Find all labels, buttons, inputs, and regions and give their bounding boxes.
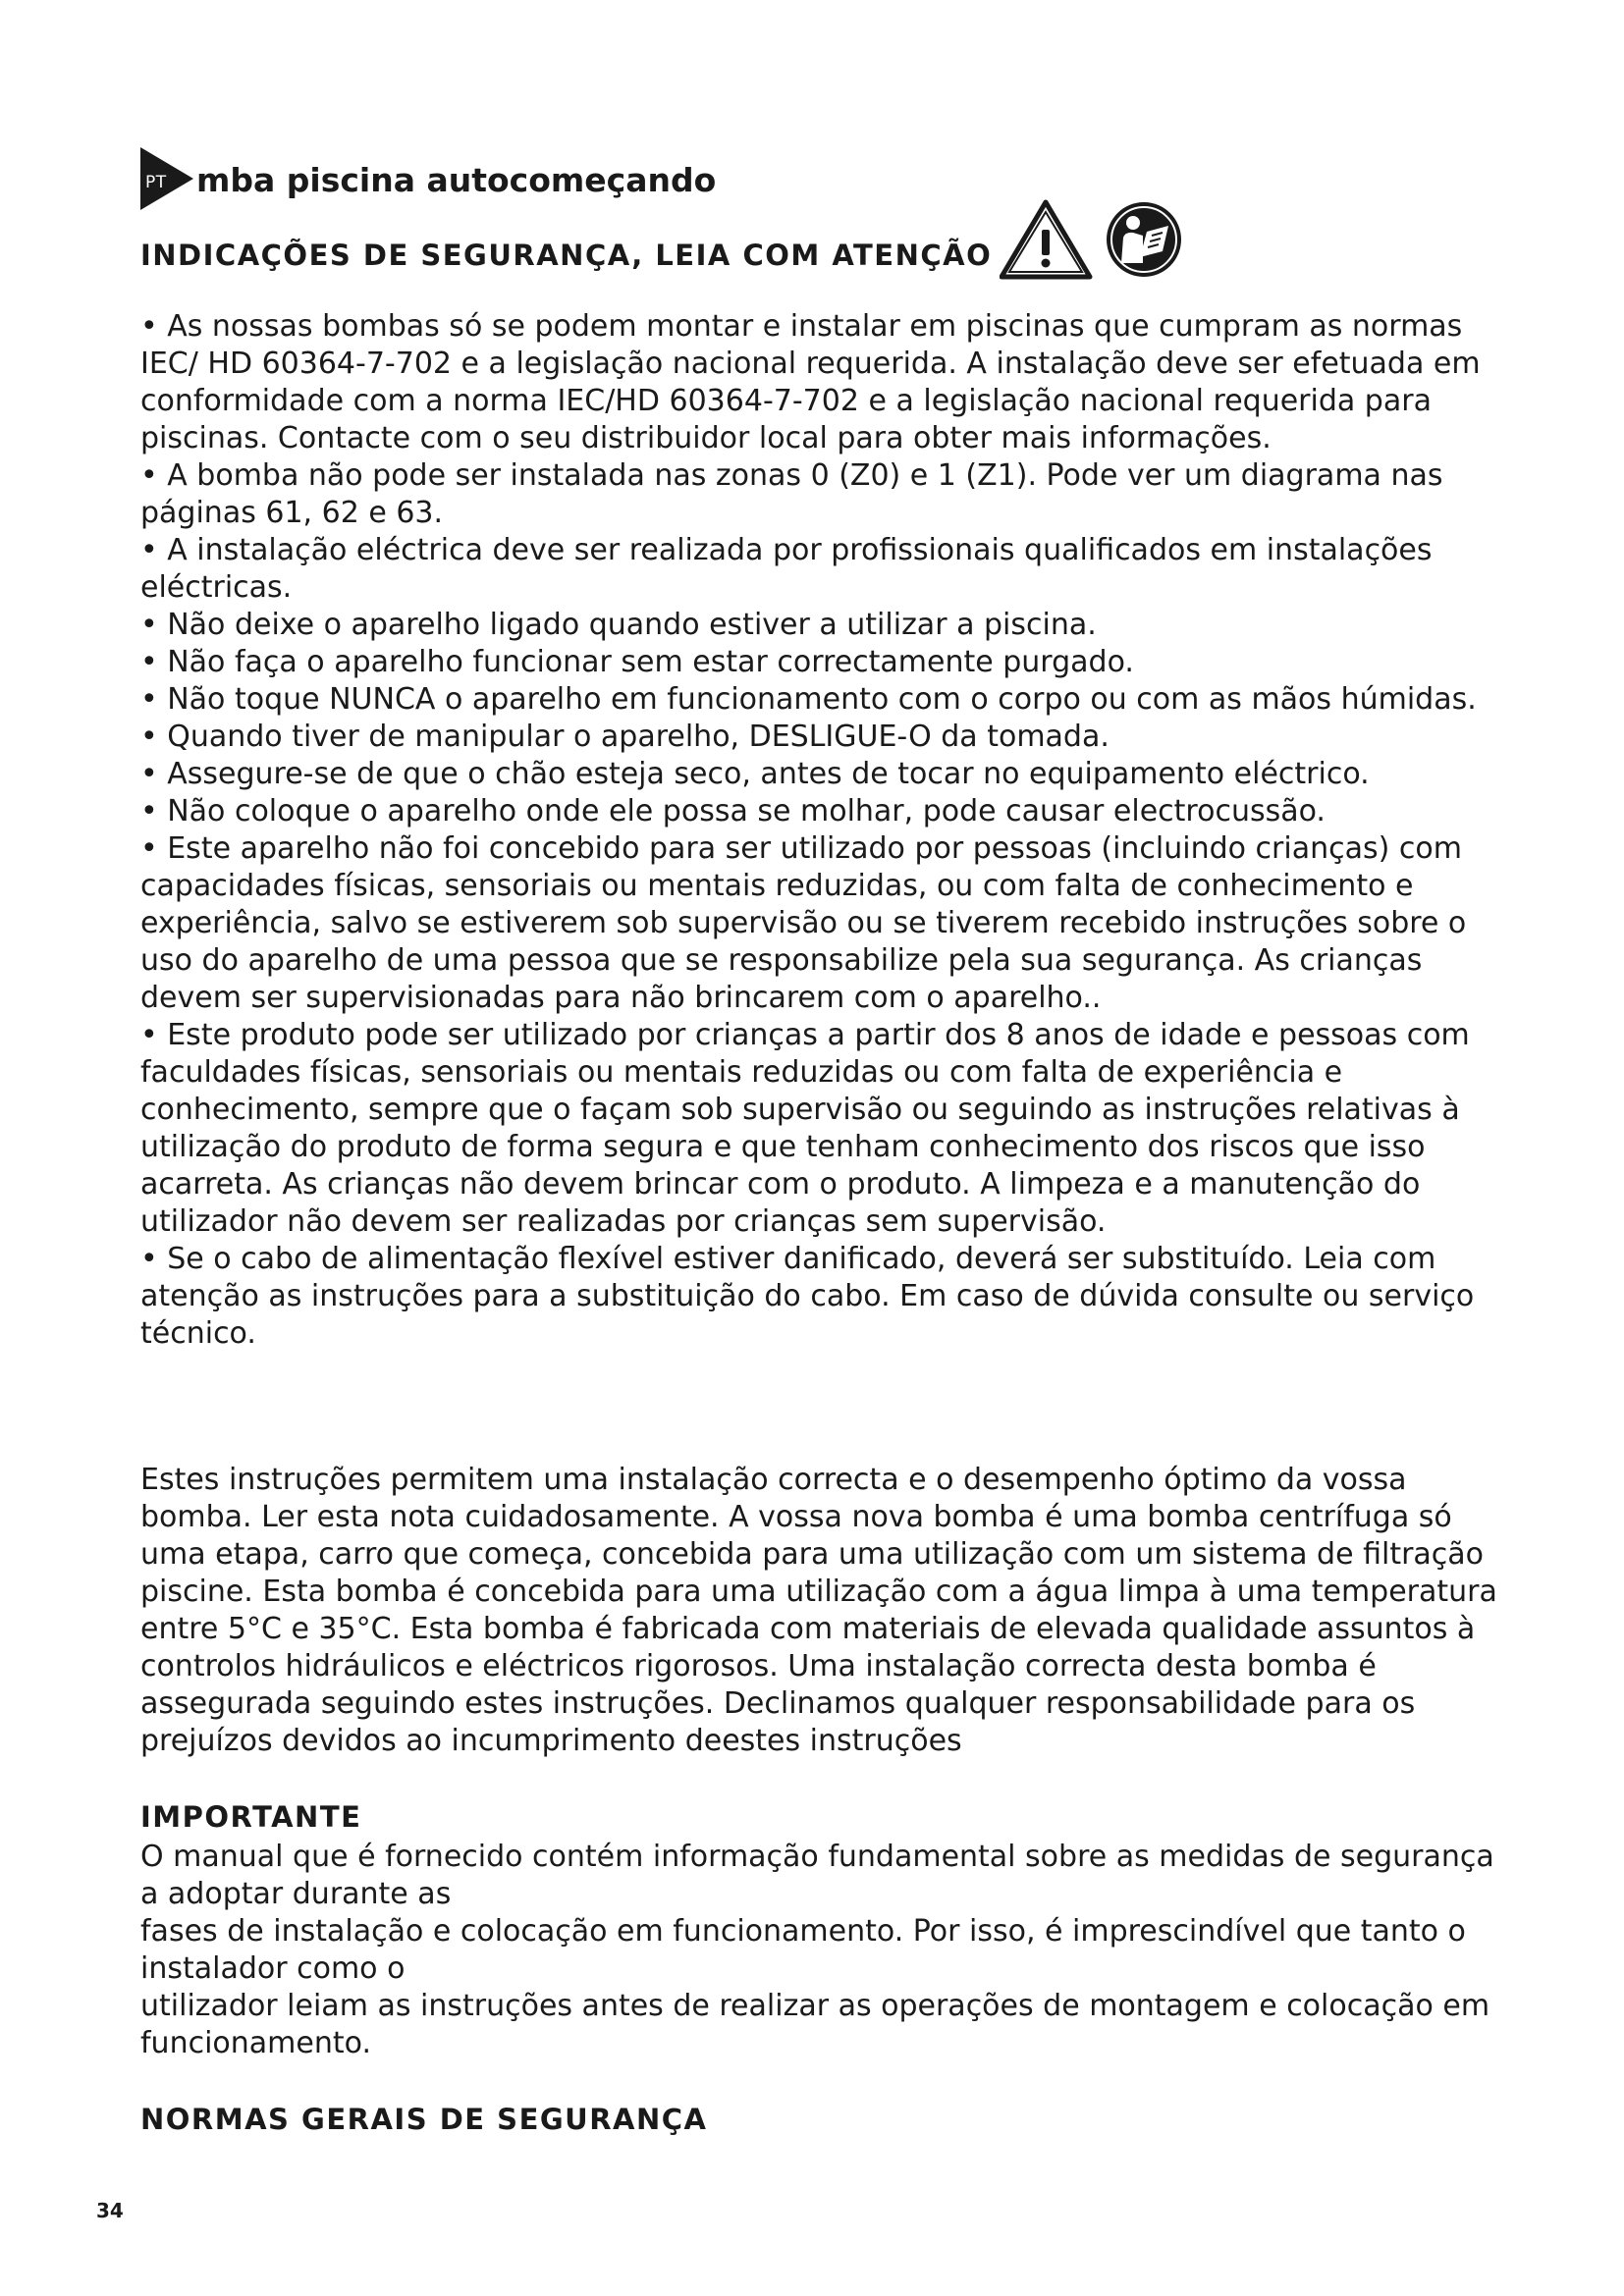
important-heading: IMPORTANTE bbox=[140, 1800, 362, 1834]
important-line: fases de instalação e colocação em funcionamento. Por isso, é imprescindível que tanto o instalador como o bbox=[140, 1914, 1466, 1986]
safety-rule: • A bomba não pode ser instalada nas zonas 0 (Z0) e 1 (Z1). Pode ver um diagrama nas páginas 61, 62 e 63. bbox=[140, 458, 1443, 530]
safety-rule: • Não faça o aparelho funcionar sem estar correctamente purgado. bbox=[140, 645, 1134, 679]
safety-rule: • Não deixe o aparelho ligado quando estiver a utilizar a piscina. bbox=[140, 608, 1097, 642]
safety-rule: • Não toque NUNCA o aparelho em funcionamento com o corpo ou com as mãos húmidas. bbox=[140, 682, 1477, 717]
safety-rule: • Assegure-se de que o chão esteja seco, antes de tocar no equipamento eléctrico. bbox=[140, 757, 1370, 791]
safety-heading: INDICAÇÕES DE SEGURANÇA, LEIA COM ATENÇÃO bbox=[140, 239, 993, 272]
safety-rule: • Este produto pode ser utilizado por crianças a partir dos 8 anos de idade e pessoas com faculdades físicas, sensoriais ou mentais reduzidas ou com falta de experiência e conhecimento, sempre que o façam sob supervisão ou seguindo as instruções relativas à utilização do produto de forma segura e que tenham conhecimento dos riscos que isso acarreta. As crianças não devem brincar com o produto. A limpeza e a manutenção do utilizador não devem ser realizadas por crianças sem supervisão. bbox=[140, 1018, 1470, 1239]
safety-icons bbox=[1000, 196, 1186, 285]
general-safety-heading: NORMAS GERAIS DE SEGURANÇA bbox=[140, 2103, 708, 2136]
intro-paragraph bbox=[140, 1462, 1510, 1760]
important-line: O manual que é fornecido contém informação fundamental sobre as medidas de segurança a adoptar durante as bbox=[140, 1840, 1494, 1911]
intro-text: Estes instruções permitem uma instalação correcta e o desempenho óptimo da vossa bomba. Ler esta nota cuidadosamente. A vossa nova bomba é uma bomba centrífuga só uma etapa, carro que começa, concebida para uma utilização com um sistema de filtração piscine. Esta bomba é concebida para uma utilização com a água limpa à uma temperatura entre 5°C e 35°C. Esta bomba é fabricada com materiais de elevada qualidade assuntos à controlos hidráulicos e eléctricos rigorosos. Uma instalação correcta desta bomba é assegurada seguindo estes instruções. Declinamos qualquer responsabilidade para os prejuízos devidos ao incumprimento deestes instruções bbox=[140, 1463, 1497, 1758]
document-title: mba piscina autocomeçando bbox=[196, 161, 717, 199]
safety-rule: • Quando tiver de manipular o aparelho, DESLIGUE-O da tomada. bbox=[140, 720, 1110, 754]
page-number: 34 bbox=[96, 2199, 124, 2222]
safety-rule: • Se o cabo de alimentação flexível estiver danificado, deverá ser substituído. Leia com atenção as instruções para a substituição do cabo. Em caso de dúvida consulte ou serviço técnico. bbox=[140, 1242, 1475, 1351]
warning-triangle-icon bbox=[1001, 202, 1090, 277]
safety-rule: • Não coloque o aparelho onde ele possa se molhar, pode causar electrocussão. bbox=[140, 794, 1326, 828]
important-line: utilizador leiam as instruções antes de realizar as operações de montagem e colocação em funcionamento. bbox=[140, 1989, 1490, 2060]
safety-rule: • As nossas bombas só se podem montar e instalar em piscinas que cumpram as normas IEC/ HD 60364-7-702 e a legislação nacional requerida. A instalação deve ser efetuada em conformidade com a norma IEC/HD 60364-7-702 e a legislação nacional requerida para piscinas. Contacte com o seu distribuidor local para obter mais informações. bbox=[140, 309, 1481, 455]
important-paragraph bbox=[140, 1839, 1510, 2062]
safety-rule: • Este aparelho não foi concebido para ser utilizado por pessoas (incluindo crianças) com capacidades físicas, sensoriais ou mentais reduzidas, ou com falta de conhecimento e experiência, salvo se estiverem sob supervisão ou se tiverem recebido instruções sobre o uso do aparelho de uma pessoa que se responsabilize pela sua segurança. As crianças devem ser supervisionadas para não brincarem com o aparelho.. bbox=[140, 831, 1467, 1015]
safety-rule: • A instalação eléctrica deve ser realizada por profissionais qualificados em instalações eléctricas. bbox=[140, 533, 1433, 605]
read-manual-icon bbox=[1107, 202, 1181, 277]
safety-rules bbox=[140, 308, 1510, 1353]
language-code: PT bbox=[145, 173, 167, 192]
